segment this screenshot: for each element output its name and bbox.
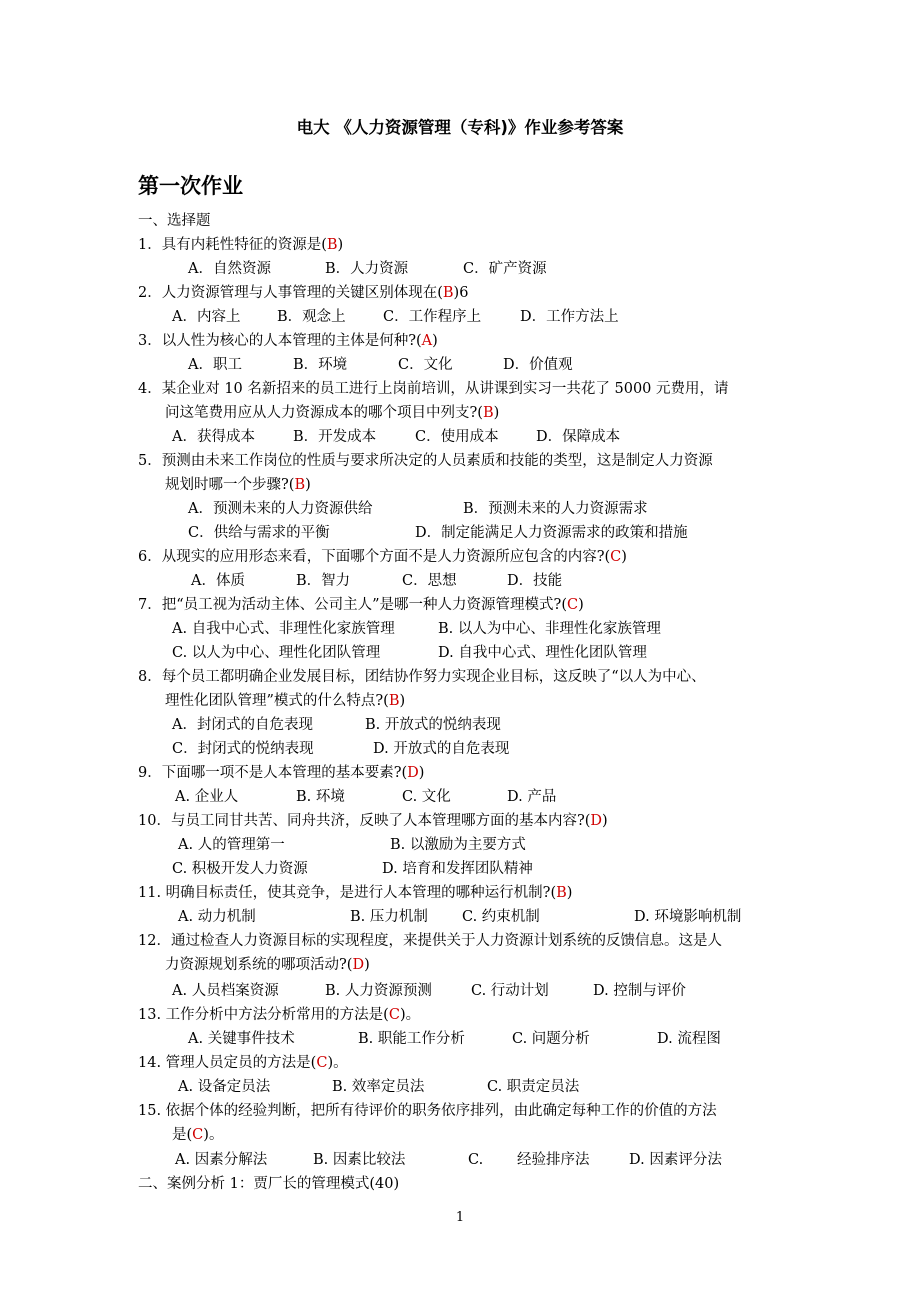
option: A．预测未来的人力资源供给	[188, 501, 373, 517]
answer: B	[482, 405, 494, 421]
option: B. 压力机制	[350, 909, 428, 925]
question-4-cont: 问这笔费用应从人力资源成本的哪个项目中列支?(B)	[165, 405, 500, 421]
option: D. 开放式的自危表现	[373, 741, 510, 757]
question-5-cont: 规划时哪一个步骤?(B)	[165, 477, 311, 493]
option: D．价值观	[503, 357, 573, 373]
option: B. 因素比较法	[313, 1152, 406, 1168]
answer: B	[326, 237, 338, 253]
option: C．矿产资源	[463, 261, 547, 277]
option: A. 因素分解法	[175, 1152, 268, 1168]
answer: C	[610, 549, 622, 565]
answer: A	[421, 333, 433, 349]
answer: D	[352, 957, 365, 973]
option: C．使用成本	[415, 429, 499, 445]
option: A．体质	[191, 573, 245, 589]
question-13: 13. 工作分析中方法分析常用的方法是(C)。	[138, 1007, 421, 1023]
document-title: 电大 《人力资源管理（专科)》作业参考答案	[296, 118, 624, 137]
question-12-cont: 力资源规划系统的哪项活动?(D)	[165, 957, 370, 973]
question-8: 8．每个员工都明确企业发展目标，团结协作努力实现企业目标，这反映了“以人为中心、	[138, 669, 706, 685]
option: A. 人员档案资源	[172, 983, 279, 999]
question-15-cont: 是(C)。	[172, 1127, 224, 1143]
question-6: 6．从现实的应用形态来看，下面哪个方面不是人力资源所应包含的内容?(C)	[138, 549, 627, 565]
answer: C	[566, 597, 579, 613]
option: B．智力	[296, 573, 351, 589]
option: A. 关键事件技术	[188, 1031, 295, 1047]
section-title: 第一次作业	[138, 174, 243, 198]
option: C. 职责定员法	[487, 1079, 580, 1095]
option: C．文化	[398, 357, 453, 373]
option: D．技能	[507, 573, 563, 589]
option: C. 约束机制	[462, 909, 540, 925]
option: B. 环境	[296, 789, 345, 805]
option: A．封闭式的自危表现	[172, 717, 313, 733]
question-2: 2．人力资源管理与人事管理的关键区别体现在(B)6	[138, 285, 469, 301]
question-7: 7．把“员工视为活动主体、公司主人”是哪一种人力资源管理模式?(C)	[138, 597, 584, 613]
answer: C	[192, 1127, 204, 1143]
option: D. 自我中心式、理性化团队管理	[438, 645, 647, 661]
option: D. 培育和发挥团队精神	[382, 861, 533, 877]
question-11: 11. 明确目标责任，使其竞争，是进行人本管理的哪种运行机制?(B)	[138, 885, 573, 901]
part1-heading: 一、选择题	[138, 213, 211, 229]
option: B. 效率定员法	[332, 1079, 425, 1095]
question-10: 10．与员工同甘共苦、同舟共济，反映了人本管理哪方面的基本内容?(D)	[138, 813, 608, 829]
option: A. 人的管理第一	[178, 837, 285, 853]
option: A. 自我中心式、非理性化家族管理	[172, 621, 395, 637]
option: C.	[468, 1152, 484, 1168]
option: C．工作程序上	[383, 309, 482, 325]
option: A．职工	[188, 357, 242, 373]
answer: D	[407, 765, 419, 781]
option: C. 文化	[402, 789, 451, 805]
option: A. 设备定员法	[178, 1079, 271, 1095]
option: C．供给与需求的平衡	[188, 525, 330, 541]
answer: B	[442, 285, 454, 301]
part2-heading: 二、案例分析 1：贾厂长的管理模式(40)	[138, 1176, 400, 1192]
answer: C	[388, 1007, 400, 1023]
option: D．制定能满足人力资源需求的政策和措施	[415, 525, 688, 541]
option: 经验排序法	[517, 1152, 590, 1168]
option: C. 以人为中心、理性化团队管理	[172, 645, 381, 661]
answer: B	[294, 477, 306, 493]
question-14: 14. 管理人员定员的方法是(C)。	[138, 1055, 348, 1071]
page-number: 1	[455, 1210, 465, 1225]
option: C．思想	[402, 573, 457, 589]
question-15: 15. 依据个体的经验判断，把所有待评价的职务依序排列，由此确定每种工作的价值的方法	[138, 1103, 717, 1119]
option: C. 问题分析	[512, 1031, 590, 1047]
option: C. 积极开发人力资源	[172, 861, 308, 877]
question-9: 9．下面哪一项不是人本管理的基本要素?(D)	[138, 765, 425, 781]
option: A．自然资源	[188, 261, 271, 277]
question-1: 1．具有内耗性特征的资源是(B)	[138, 237, 344, 253]
answer: B	[388, 693, 400, 709]
option: D. 环境影响机制	[634, 909, 742, 925]
answer: B	[556, 885, 567, 901]
option: B. 以激励为主要方式	[390, 837, 526, 853]
question-8-cont: 理性化团队管理”模式的什么特点?(B)	[165, 693, 406, 709]
option: A．内容上	[172, 309, 241, 325]
option: B．环境	[293, 357, 348, 373]
option: C. 行动计划	[471, 983, 549, 999]
option: B．人力资源	[325, 261, 409, 277]
option: D. 产品	[507, 789, 557, 805]
question-12: 12．通过检查人力资源目标的实现程度，来提供关于人力资源计划系统的反馈信息。这是人	[138, 933, 722, 949]
option: D. 因素评分法	[629, 1152, 722, 1168]
option: B. 职能工作分析	[358, 1031, 465, 1047]
question-4: 4．某企业对 10 名新招来的员工进行上岗前培训，从讲课到实习一共花了 5000 元费用，请	[138, 381, 729, 397]
option: D．工作方法上	[520, 309, 619, 325]
option: B. 开放式的悦纳表现	[365, 717, 501, 733]
option: B. 人力资源预测	[325, 983, 432, 999]
option: B. 以人为中心、非理性化家族管理	[438, 621, 661, 637]
option: D. 控制与评价	[593, 983, 686, 999]
question-3: 3．以人性为核心的人本管理的主体是何种?(A)	[138, 333, 438, 349]
option: A．获得成本	[172, 429, 255, 445]
option: D. 流程图	[657, 1031, 721, 1047]
option: A. 动力机制	[178, 909, 256, 925]
option: B．开发成本	[293, 429, 377, 445]
answer: D	[590, 813, 603, 829]
option: C．封闭式的悦纳表现	[172, 741, 314, 757]
option: D．保障成本	[536, 429, 621, 445]
option: B．预测未来的人力资源需求	[463, 501, 648, 517]
question-5: 5．预测由未来工作岗位的性质与要求所决定的人员素质和技能的类型，这是制定人力资源	[138, 453, 713, 469]
answer: C	[316, 1055, 328, 1071]
option: B．观念上	[277, 309, 346, 325]
option: A. 企业人	[175, 789, 239, 805]
